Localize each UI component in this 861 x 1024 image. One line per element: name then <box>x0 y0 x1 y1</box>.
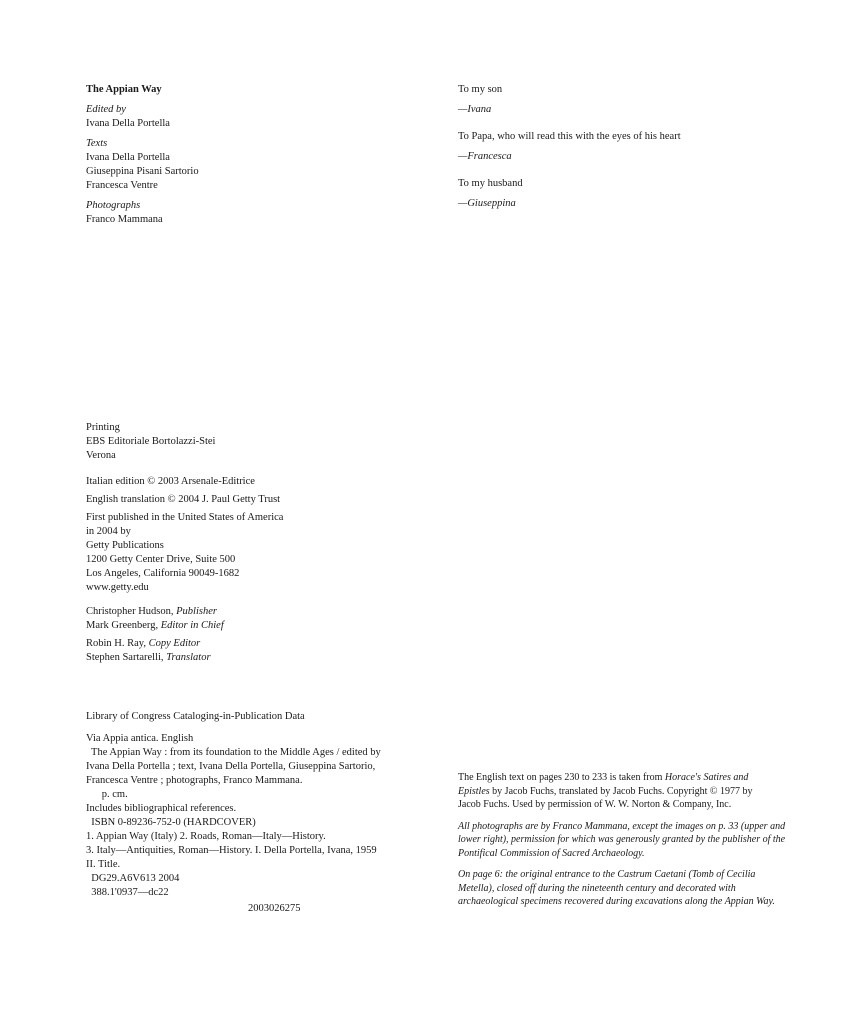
staff-entry <box>86 619 283 633</box>
permission-line <box>458 771 785 785</box>
cip-line: 388.1'0937—dc22 <box>86 887 169 898</box>
author-name: Ivana Della Portella <box>86 152 170 163</box>
dedication-text: To my husband <box>458 178 523 189</box>
cip-line: DG29.A6V613 2004 <box>86 873 180 884</box>
staff-role: Publisher <box>176 606 217 617</box>
cip-line: 3. Italy—Antiquities, Roman—History. I. Della Portella, Ivana, 1959 <box>86 845 377 856</box>
staff-name: Mark Greenberg, <box>86 620 159 631</box>
cip-line: Francesca Ventre ; photographs, Franco Mammana. <box>86 775 303 786</box>
dedication-signature: —Francesca <box>458 151 512 162</box>
credits-block <box>86 83 199 227</box>
caption-line: On page 6: the original entrance to the Castrum Caetani (Tomb of Cecilia <box>458 869 756 880</box>
dedication-signature: —Ivana <box>458 104 492 115</box>
cip-line: Ivana Della Portella ; text, Ivana Della Portella, Giuseppina Sartorio, <box>86 761 376 772</box>
lccn-number: 2003026275 <box>248 903 301 914</box>
printer-company: EBS Editoriale Bortolazzi-Stei <box>86 436 216 447</box>
staff-entry <box>86 651 283 665</box>
cip-line: Via Appia antica. English <box>86 733 194 744</box>
publisher-url: www.getty.edu <box>86 582 149 593</box>
dedication-text: To Papa, who will read this with the eyes of his heart <box>458 131 681 142</box>
author-name: Giuseppina Pisani Sartorio <box>86 166 199 177</box>
cip-line: p. cm. <box>86 789 128 800</box>
dedication-text: To my son <box>458 84 503 95</box>
photo-credit-line: Pontifical Commission of Sacred Archaeology. <box>458 847 645 859</box>
colophon-block <box>86 421 283 665</box>
photo-credit-line: lower right), permission for which was generously granted by the publisher of the <box>458 834 786 845</box>
dedication <box>458 130 681 164</box>
dedication <box>458 83 681 117</box>
photo-credit-line: All photographs are by Franco Mammana, except the images on p. 33 (upper and <box>458 820 786 832</box>
photo-credit-paragraph <box>458 820 785 861</box>
publisher-line: Los Angeles, California 90049-1682 <box>86 568 240 579</box>
author-name: Francesca Ventre <box>86 180 158 191</box>
cip-line: Includes bibliographical references. <box>86 803 237 814</box>
printer-city: Verona <box>86 450 116 461</box>
staff-role: Copy Editor <box>148 638 201 649</box>
cip-heading: Library of Congress Cataloging-in-Publication Data <box>86 711 305 722</box>
permission-line: Jacob Fuchs. Used by permission of W. W. Norton & Company, Inc. <box>458 799 732 810</box>
publisher-line: First published in the United States of America <box>86 512 284 523</box>
caption-line: archaeological specimens recovered during excavations along the Appian Way. <box>458 896 775 907</box>
staff-role: Editor in Chief <box>160 620 224 631</box>
staff-name: Stephen Sartarelli, <box>86 652 164 663</box>
permission-paragraph <box>458 771 785 812</box>
permission-text: by Jacob Fuchs, translated by Jacob Fuchs. Copyright © 1977 by <box>489 785 753 797</box>
staff-name: Christopher Hudson, <box>86 606 174 617</box>
dedication <box>458 177 681 211</box>
permission-text: The English text on pages 230 to 233 is taken from <box>458 772 665 783</box>
dedication-signature: —Giuseppina <box>458 198 516 209</box>
staff-entry <box>86 637 283 651</box>
caption-line: Metella), closed off during the nineteenth century and decorated with <box>458 882 736 894</box>
english-translation: English translation © 2004 J. Paul Getty Trust <box>86 494 281 505</box>
publisher-line: in 2004 by <box>86 526 131 537</box>
caption-paragraph <box>458 868 785 909</box>
book-title: The Appian Way <box>86 84 162 95</box>
edited-label: Edited by <box>86 104 126 115</box>
permission-book-title: Epistles <box>458 785 490 797</box>
dedications-block <box>458 83 681 211</box>
printing-label: Printing <box>86 422 120 433</box>
staff-entry <box>86 605 283 619</box>
cip-line: The Appian Way : from its foundation to the Middle Ages / edited by <box>86 747 381 758</box>
cip-line: ISBN 0-89236-752-0 (HARDCOVER) <box>86 817 256 828</box>
publisher-line: 1200 Getty Center Drive, Suite 500 <box>86 554 236 565</box>
staff-name: Robin H. Ray, <box>86 638 146 649</box>
cip-block <box>86 710 381 900</box>
permission-book-title: Horace's Satires and <box>664 772 749 783</box>
photographs-label: Photographs <box>86 200 141 211</box>
cip-line: II. Title. <box>86 859 121 870</box>
staff-role: Translator <box>166 652 211 663</box>
publisher-line: Getty Publications <box>86 540 164 551</box>
italian-edition: Italian edition © 2003 Arsenale-Editrice <box>86 476 255 487</box>
permissions-block <box>458 771 785 909</box>
editor-name: Ivana Della Portella <box>86 118 170 129</box>
cip-line: 1. Appian Way (Italy) 2. Roads, Roman—Italy—History. <box>86 831 326 842</box>
permission-line <box>458 785 785 799</box>
photographer-name: Franco Mammana <box>86 214 163 225</box>
texts-label: Texts <box>86 138 108 149</box>
